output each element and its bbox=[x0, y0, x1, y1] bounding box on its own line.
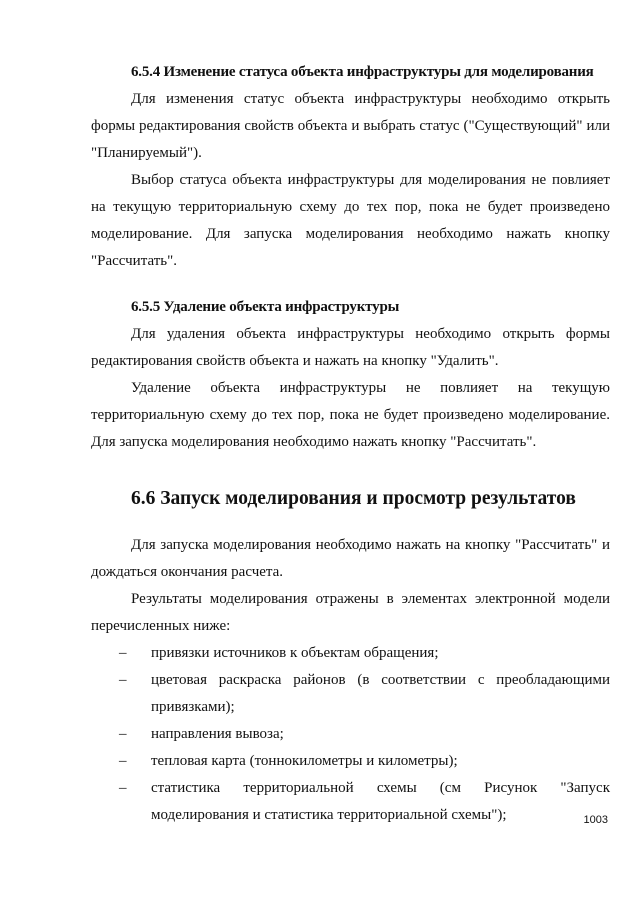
list-item-text: тепловая карта (тоннокилометры и километры); bbox=[151, 753, 458, 769]
paragraph: Для удаления объекта инфраструктуры необходимо открыть формы редактирования свойств объекта и нажать на кнопку "Удалить". bbox=[91, 326, 610, 369]
list-item-text: цветовая раскраска районов (в соответствии с преобладающими привязками); bbox=[151, 672, 610, 715]
list-item bbox=[91, 640, 610, 667]
results-list bbox=[91, 640, 610, 829]
section-heading-6-5-5: 6.5.5 Удаление объекта инфраструктуры bbox=[131, 299, 400, 315]
dash-bullet: – bbox=[119, 753, 127, 769]
list-item bbox=[91, 667, 610, 721]
page-content bbox=[91, 58, 610, 829]
dash-bullet: – bbox=[119, 672, 127, 688]
page-number: 1003 bbox=[583, 814, 608, 826]
list-item bbox=[91, 775, 610, 829]
paragraph: Удаление объекта инфраструктуры не повлияет на текущую территориальную схему до тех пор, пока не будет произведено моделирование. Для запуска моделирования необходимо нажать кнопку "Рассчитать". bbox=[91, 380, 610, 450]
list-item-text: направления вывоза; bbox=[151, 726, 284, 742]
section-heading-6-5-4: 6.5.4 Изменение статуса объекта инфраструктуры для моделирования bbox=[131, 64, 594, 80]
dash-bullet: – bbox=[119, 645, 127, 661]
dash-bullet: – bbox=[119, 726, 127, 742]
section-heading-6-6: 6.6 Запуск моделирования и просмотр результатов bbox=[131, 488, 576, 509]
list-item bbox=[91, 721, 610, 748]
list-item-text: статистика территориальной схемы (см Рисунок "Запуск моделирования и статистика территориальной схемы"); bbox=[151, 780, 610, 823]
list-item-text: привязки источников к объектам обращения; bbox=[151, 645, 439, 661]
list-item bbox=[91, 748, 610, 775]
paragraph: Для запуска моделирования необходимо нажать на кнопку "Рассчитать" и дождаться окончания расчета. bbox=[91, 537, 610, 580]
paragraph: Для изменения статус объекта инфраструктуры необходимо открыть формы редактирования свойств объекта и выбрать статус ("Существующий" или "Планируемый"). bbox=[91, 91, 610, 161]
paragraph: Выбор статуса объекта инфраструктуры для моделирования не повлияет на текущую территориальную схему до тех пор, пока не будет произведено моделирование. Для запуска моделирования необходимо нажать кнопку "Рассчитать". bbox=[91, 172, 610, 269]
dash-bullet: – bbox=[119, 780, 127, 796]
paragraph: Результаты моделирования отражены в элементах электронной модели перечисленных ниже: bbox=[91, 591, 610, 634]
